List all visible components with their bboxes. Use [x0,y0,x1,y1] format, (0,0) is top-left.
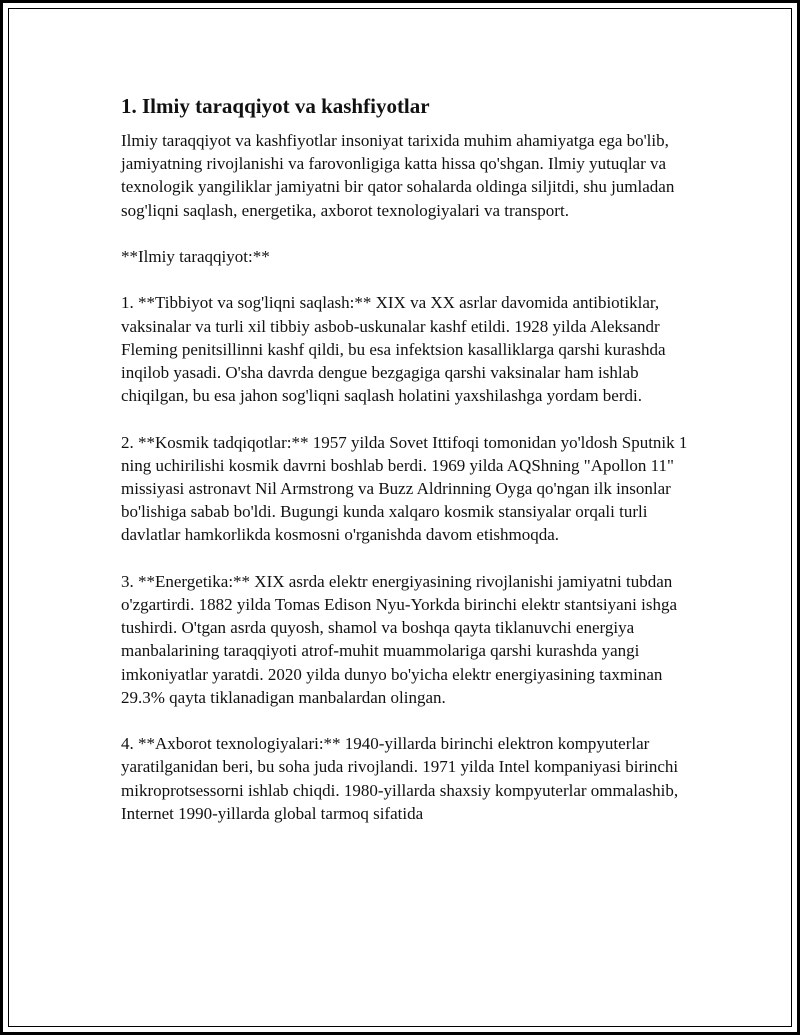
section-heading: 1. Ilmiy taraqqiyot va kashfiyotlar [121,94,430,118]
intro-paragraph: Ilmiy taraqqiyot va kashfiyotlar insoniyat tarixida muhim ahamiyatga ega bo'lib, jamiyatning rivojlanishi va farovonligiga katta hissa qo'shgan. Ilmiy yutuqlar va texnologik yangiliklar jamiyatni bir qator sohalarda oldinga siljitdi, shu jumladan sog'liqni saqlash, energetika, axborot texnologiyalari va transport. [121,131,675,220]
subheading-paragraph: **Ilmiy taraqqiyot:** [121,247,270,266]
paragraph-energy: 3. **Energetika:** XIX asrda elektr energiyasining rivojlanishi jamiyatni tubdan o'zgartirdi. 1882 yilda Tomas Edison Nyu-Yorkda birinchi elektr stantsiyani ishga tushirdi. O'tgan asrda quyosh, shamol va boshqa qayta tiklanuvchi energiya manbalarining taraqqiyoti atrof-muhit muammolariga qarshi kurashda yangi imkoniyatlar yaratdi. 2020 yilda dunyo bo'yicha elektr energiyasining taxminan 29.3% qayta tiklanadigan manbalardan olingan. [121,571,678,707]
paragraph-space: 2. **Kosmik tadqiqotlar:** 1957 yilda Sovet Ittifoqi tomonidan yo'ldosh Sputnik 1 ning uchirilishi kosmik davrni boshlab berdi. 1969 yilda AQShning "Apollon 11" missiyasi astronavt Nil Armstrong va Buzz Aldrinning Oyga qo'ngan ilk insonlar bo'lishiga sabab bo'ldi. Bugungi kunda xalqaro kosmik stansiyalar orqali turli davlatlar hamkorlikda kosmosni o'rganishda davom etishmoqda. [121,432,688,545]
paragraph-it: 4. **Axborot texnologiyalari:** 1940-yillarda birinchi elektron kompyuterlar yaratilganidan beri, bu soha juda rivojlandi. 1971 yilda Intel kompaniyasi birinchi mikroprotsessorni ishlab chiqdi. 1980-yillarda shaxsiy kompyuterlar ommalashib, Internet 1990-yillarda global tarmoq sifatida [121,734,679,823]
document-body [121,91,693,848]
paragraph-medicine: 1. **Tibbiyot va sog'liqni saqlash:** XIX va XX asrlar davomida antibiotiklar, vaksinalar va turli xil tibbiy asbob-uskunalar kashf etildi. 1928 yilda Aleksandr Fleming penitsillinni kashf qildi, bu esa infektsion kasalliklarga qarshi kurashda inqilob yasadi. O'sha davrda dengue bezgagiga qarshi vaksinalar ham ishlab chiqilgan, bu esa jahon sog'liqni saqlash holatini yaxshilashga yordam berdi. [121,293,666,406]
